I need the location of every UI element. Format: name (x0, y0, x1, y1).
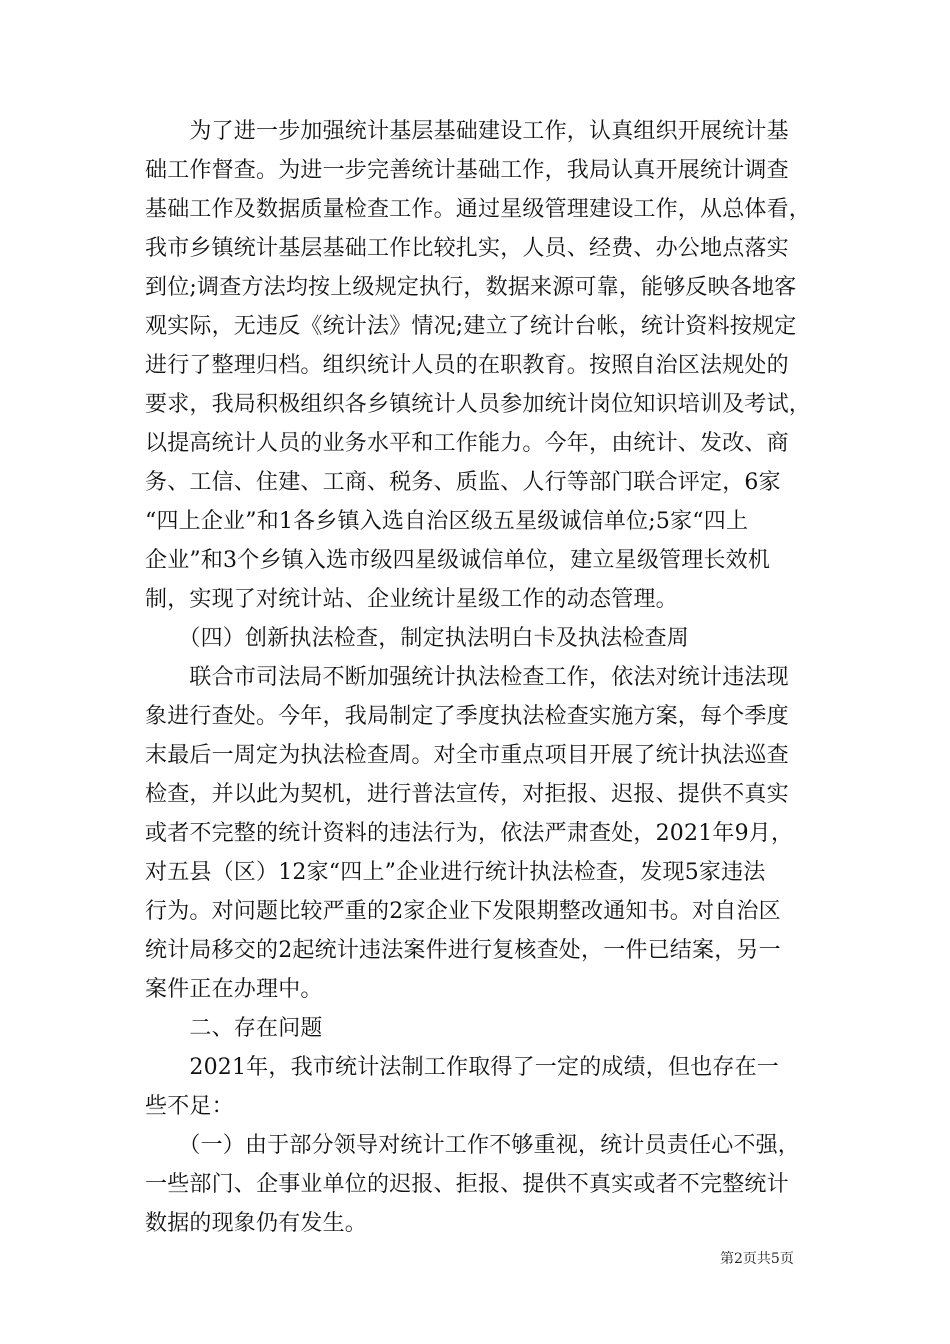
text-line-29: 数据的现象仍有发生。 (145, 1211, 368, 1236)
text-line-18: 检查，并以此为契机，进行普法宣传，对拒报、迟报、提供不真实 (145, 782, 789, 807)
text-line-3: 基础工作及数据质量检查工作。通过星级管理建设工作，从总体看， (145, 197, 812, 222)
page-number: 第2页共5页 (720, 1251, 794, 1267)
text-line-11: “四上企业”和1各乡镇入选自治区级五星级诚信单位;5家“四上 (145, 509, 749, 534)
text-line-22: 统计局移交的2起统计违法案件进行复核查处，一件已结案，另一 (145, 938, 781, 963)
text-line-26: 些不足： (145, 1094, 234, 1119)
text-line-6: 观实际，无违反《统计法》情况;建立了统计台帐，统计资料按规定 (145, 314, 797, 339)
text-line-7: 进行了整理归档。组织统计人员的在职教育。按照自治区法规处的 (145, 353, 789, 378)
text-line-1: 为了进一步加强统计基层基础建设工作，认真组织开展统计基 (145, 119, 789, 144)
text-line-23: 案件正在办理中。 (145, 977, 323, 1002)
text-line-20: 对五县（区）12家“四上”企业进行统计执法检查，发现5家违法 (145, 860, 766, 885)
section-heading-4: （四）创新执法检查，制定执法明白卡及执法检查周 (145, 626, 690, 651)
text-line-16: 象进行查处。今年，我局制定了季度执法检查实施方案，每个季度 (145, 704, 789, 729)
text-line-10: 务、工信、住建、工商、税务、质监、人行等部门联合评定，6家 (145, 470, 781, 495)
text-line-15: 联合市司法局不断加强统计执法检查工作，依法对统计违法现 (145, 665, 789, 690)
text-line-5: 到位;调查方法均按上级规定执行，数据来源可靠，能够反映各地客 (145, 275, 797, 300)
text-line-8: 要求，我局积极组织各乡镇统计人员参加统计岗位知识培训及考试， (145, 392, 812, 417)
text-line-25: 2021年，我市统计法制工作取得了一定的成绩，但也存在一 (145, 1055, 779, 1080)
text-line-19: 或者不完整的统计资料的违法行为，依法严肃查处，2021年9月， (145, 821, 794, 846)
text-line-12: 企业”和3个乡镇入选市级四星级诚信单位，建立星级管理长效机 (145, 548, 771, 573)
text-line-21: 行为。对问题比较严重的2家企业下发限期整改通知书。对自治区 (145, 899, 781, 924)
text-line-27: （一）由于部分领导对统计工作不够重视，统计员责任心不强， (145, 1133, 801, 1158)
document-body (145, 112, 815, 1243)
text-line-2: 础工作督查。为进一步完善统计基础工作，我局认真开展统计调查 (145, 158, 789, 183)
text-line-13: 制，实现了对统计站、企业统计星级工作的动态管理。 (145, 587, 678, 612)
text-line-28: 一些部门、企事业单位的迟报、拒报、提供不真实或者不完整统计 (145, 1172, 789, 1197)
text-line-4: 我市乡镇统计基层基础工作比较扎实，人员、经费、办公地点落实 (145, 236, 789, 261)
text-line-17: 末最后一周定为执法检查周。对全市重点项目开展了统计执法巡查 (145, 743, 789, 768)
text-line-9: 以提高统计人员的业务水平和工作能力。今年，由统计、发改、商 (145, 431, 789, 456)
section-heading-2: 二、存在问题 (145, 1016, 323, 1041)
